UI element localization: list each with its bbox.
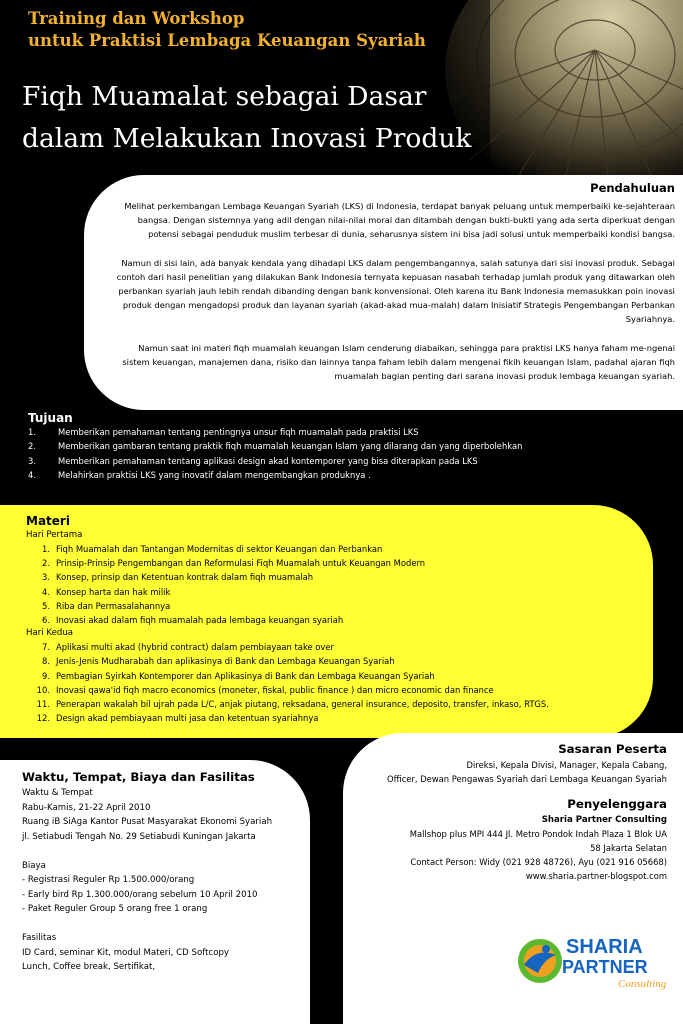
- biaya-item: - Registrasi Reguler Rp 1.500.000/orang: [22, 875, 195, 885]
- materi-heading: Materi: [26, 514, 70, 528]
- event-date: Rabu-Kamis, 21-22 April 2010: [22, 802, 151, 813]
- materi-item: [26, 570, 653, 584]
- header-subtitle-line1: Training dan Workshop: [28, 9, 245, 28]
- materi-item-text: Riba dan Permasalahannya: [56, 600, 171, 611]
- fasilitas-label: Fasilitas: [22, 933, 57, 943]
- fasilitas-item: ID Card, seminar Kit, modul Materi, CD Softcopy: [22, 947, 230, 958]
- materi-item-number: 11.: [36, 699, 50, 710]
- day2-list: [26, 640, 653, 725]
- waktu-subheading: Waktu & Tempat: [22, 788, 93, 798]
- materi-item: [26, 599, 653, 613]
- materi-item-text: Inovasi qawa'id fiqh macro economics (moneter, fiskal, public finance ) dan micro economic dan finance: [56, 684, 494, 695]
- fasilitas-item: Lunch, Coffee break, Sertifikat,: [22, 962, 156, 972]
- tujuan-item: [28, 468, 668, 482]
- organizer-address: Mallshop plus MPI 444 Jl. Metro Pondok Indah Plaza 1 Blok UA: [409, 829, 667, 839]
- tujuan-item-number: 4.: [28, 469, 36, 480]
- header-subtitle: [28, 8, 426, 52]
- logo-word-sharia: SHARIA: [566, 936, 643, 958]
- penyelenggara-heading: Penyelenggara: [567, 797, 667, 811]
- event-venue: Ruang iB SiAga Kantor Pusat Masyarakat Ekonomi Syariah: [22, 817, 273, 827]
- materi-item-number: 2.: [42, 558, 50, 569]
- materi-item-text: Prinsip-Prinsip Pengembangan dan Reformulasi Fiqh Muamalah untuk Keuangan Modern: [56, 558, 426, 569]
- logo-word-consulting: Consulting: [618, 978, 666, 990]
- materi-item-text: Konsep, prinsip dan Ketentuan kontrak dalam fiqh muamalah: [56, 572, 314, 583]
- materi-item: [26, 613, 653, 627]
- materi-item-text: Jenis-Jenis Mudharabah dan aplikasinya di Bank dan Lembaga Keuangan Syariah: [56, 656, 395, 667]
- materi-item: [26, 585, 653, 599]
- waktu-panel: [0, 760, 310, 1024]
- materi-item: [26, 669, 653, 683]
- materi-item-text: Aplikasi multi akad (hybrid contract) dalam pembiayaan take over: [56, 642, 334, 653]
- tujuan-item-number: 2.: [28, 441, 36, 452]
- materi-item: [26, 640, 653, 654]
- materi-item: [26, 542, 653, 556]
- tujuan-item-text: Memberikan pemahaman tentang aplikasi design akad kontemporer yang bisa diterapkan pada LKS: [58, 455, 478, 466]
- tujuan-item-text: Melahirkan praktisi LKS yang inovatif dalam mengembangkan produknya .: [58, 469, 371, 480]
- day2-label: Hari Kedua: [26, 628, 74, 639]
- intro-panel: [84, 175, 683, 410]
- intro-heading: Pendahuluan: [590, 181, 675, 195]
- materi-item: [26, 683, 653, 697]
- materi-item-number: 1.: [42, 544, 50, 554]
- materi-item-text: Konsep harta dan hak milik: [56, 586, 171, 597]
- event-address: jl. Setiabudi Tengah No. 29 Setiabudi Kuningan Jakarta: [22, 831, 256, 842]
- materi-item-number: 9.: [42, 670, 50, 681]
- materi-item-number: 7.: [42, 642, 50, 653]
- tujuan-item-number: 3.: [28, 455, 36, 466]
- contact-person: Contact Person: Widy (021 928 48726), Ayu (021 916 05668): [410, 857, 667, 867]
- materi-item: [26, 556, 653, 570]
- materi-item: [26, 711, 653, 725]
- tujuan-list: [28, 425, 668, 482]
- day1-list: [26, 542, 653, 627]
- organizer-address: 58 Jakarta Selatan: [590, 843, 667, 853]
- header-subtitle-line2: untuk Praktisi Lembaga Keuangan Syariah: [28, 31, 426, 50]
- tujuan-item-text: Memberikan gambaran tentang praktik fiqh muamalah keuangan Islam yang dilarang dan yang diperbolehkan: [58, 441, 523, 452]
- organizer-name: Sharia Partner Consulting: [541, 815, 667, 825]
- materi-item-number: 12.: [36, 713, 50, 724]
- materi-item-number: 8.: [42, 656, 50, 667]
- materi-item-number: 3.: [42, 572, 50, 583]
- page-title-line2: dalam Melakukan Inovasi Produk: [22, 123, 472, 154]
- biaya-item: - Paket Reguler Group 5 orang free 1 orang: [22, 904, 208, 914]
- biaya-item: - Early bird Rp 1.300.000/orang sebelum 10 April 2010: [22, 889, 258, 900]
- page-title-line1: Fiqh Muamalat sebagai Dasar: [22, 81, 427, 112]
- tujuan-heading: Tujuan: [28, 411, 73, 425]
- tujuan-item-number: 1.: [28, 427, 36, 437]
- materi-item: [26, 697, 653, 711]
- page-title: [22, 76, 471, 160]
- materi-item-number: 5.: [42, 600, 50, 611]
- sharia-partner-logo: [516, 925, 666, 995]
- materi-item-text: Fiqh Muamalah dan Tantangan Modernitas di sektor Keuangan dan Perbankan: [56, 544, 383, 554]
- website-link[interactable]: www.sharia.partner-blogspot.com: [525, 871, 667, 881]
- materi-item-text: Design akad pembiayaan multi jasa dan ketentuan syariahnya: [56, 713, 319, 724]
- tujuan-item: [28, 425, 668, 439]
- materi-item-text: Pembagian Syirkah Kontemporer dan Aplikasinya di Bank dan Lembaga Keuangan Syariah: [56, 670, 435, 681]
- day1-label: Hari Pertama: [26, 530, 83, 540]
- sasaran-line: Officer, Dewan Pengawas Syariah dari Lembaga Keuangan Syariah: [387, 774, 667, 784]
- intro-paragraph-3: Namun saat ini materi fiqh muamalah keuangan Islam cenderung diabaikan, sehingga para praktisi LKS hanya faham me-ngenai sistem keuangan, manajemen dana, risiko dan lainnya tanpa faham lebih dalam mengenai fikih keuangan Islam, padahal ajaran fiqh muamalah bagian penting dari sarana inovasi produk lembaga keuangan syariah.: [122, 342, 675, 382]
- materi-panel: [0, 505, 653, 738]
- biaya-label: Biaya: [22, 860, 46, 871]
- sasaran-heading: Sasaran Peserta: [558, 742, 667, 756]
- materi-item-text: Inovasi akad dalam fiqh muamalah pada lembaga keuangan syariah: [56, 615, 344, 626]
- tujuan-item-text: Memberikan pemahaman tentang pentingnya unsur fiqh muamalah pada praktisi LKS: [58, 427, 419, 437]
- tujuan-item: [28, 439, 668, 453]
- sasaran-line: Direksi, Kepala Divisi, Manager, Kepala Cabang,: [466, 760, 667, 770]
- materi-item-number: 6.: [42, 615, 50, 626]
- tujuan-section: [28, 411, 668, 482]
- intro-paragraph-1: Melihat perkembangan Lembaga Keuangan Syariah (LKS) di Indonesia, terdapat banyak peluang untuk memperbaiki ke-sejahteraan bangsa. Dengan sistemnya yang adil dengan nilai-nilai moral dan ditambah dengan bukti-bukti yang ada serta diperkuat dengan potensi sebagai penduduk muslim terbesar di dunia, seharusnya sistem ini bisa jadi solusi untuk memperbaiki kondisi bangsa.: [124, 201, 675, 240]
- materi-item-number: 4.: [42, 586, 50, 597]
- tujuan-item: [28, 454, 668, 468]
- intro-paragraph-2: Namun di sisi lain, ada banyak kendala yang dihadapi LKS dalam pengembangannya, salah satunya dari sisi inovasi produk. Sebagai contoh dari hasil penelitian yang dilakukan Bank Indonesia ternyata kepuasan nasabah terhadap jumlah produk yang ditawarkan oleh perbankan syariah jauh lebih rendah dibanding dengan bank konvensional. Oleh karena itu Bank Indonesia memasukkan poin inovasi produk dengan mengadopsi produk dan layanan syariah (akad-akad mua-malah) dalam Inisiatif Strategis Pengembangan Perbankan Syariahnya.: [116, 257, 675, 325]
- materi-item-number: 10.: [36, 684, 50, 695]
- materi-item: [26, 654, 653, 668]
- waktu-heading: Waktu, Tempat, Biaya dan Fasilitas: [22, 770, 255, 784]
- materi-item-text: Penerapan wakalah bil ujrah pada L/C, anjak piutang, reksadana, general insurance, deposito, transfer, inkaso, RTGS.: [56, 699, 549, 710]
- logo-word-partner: PARTNER: [562, 957, 648, 977]
